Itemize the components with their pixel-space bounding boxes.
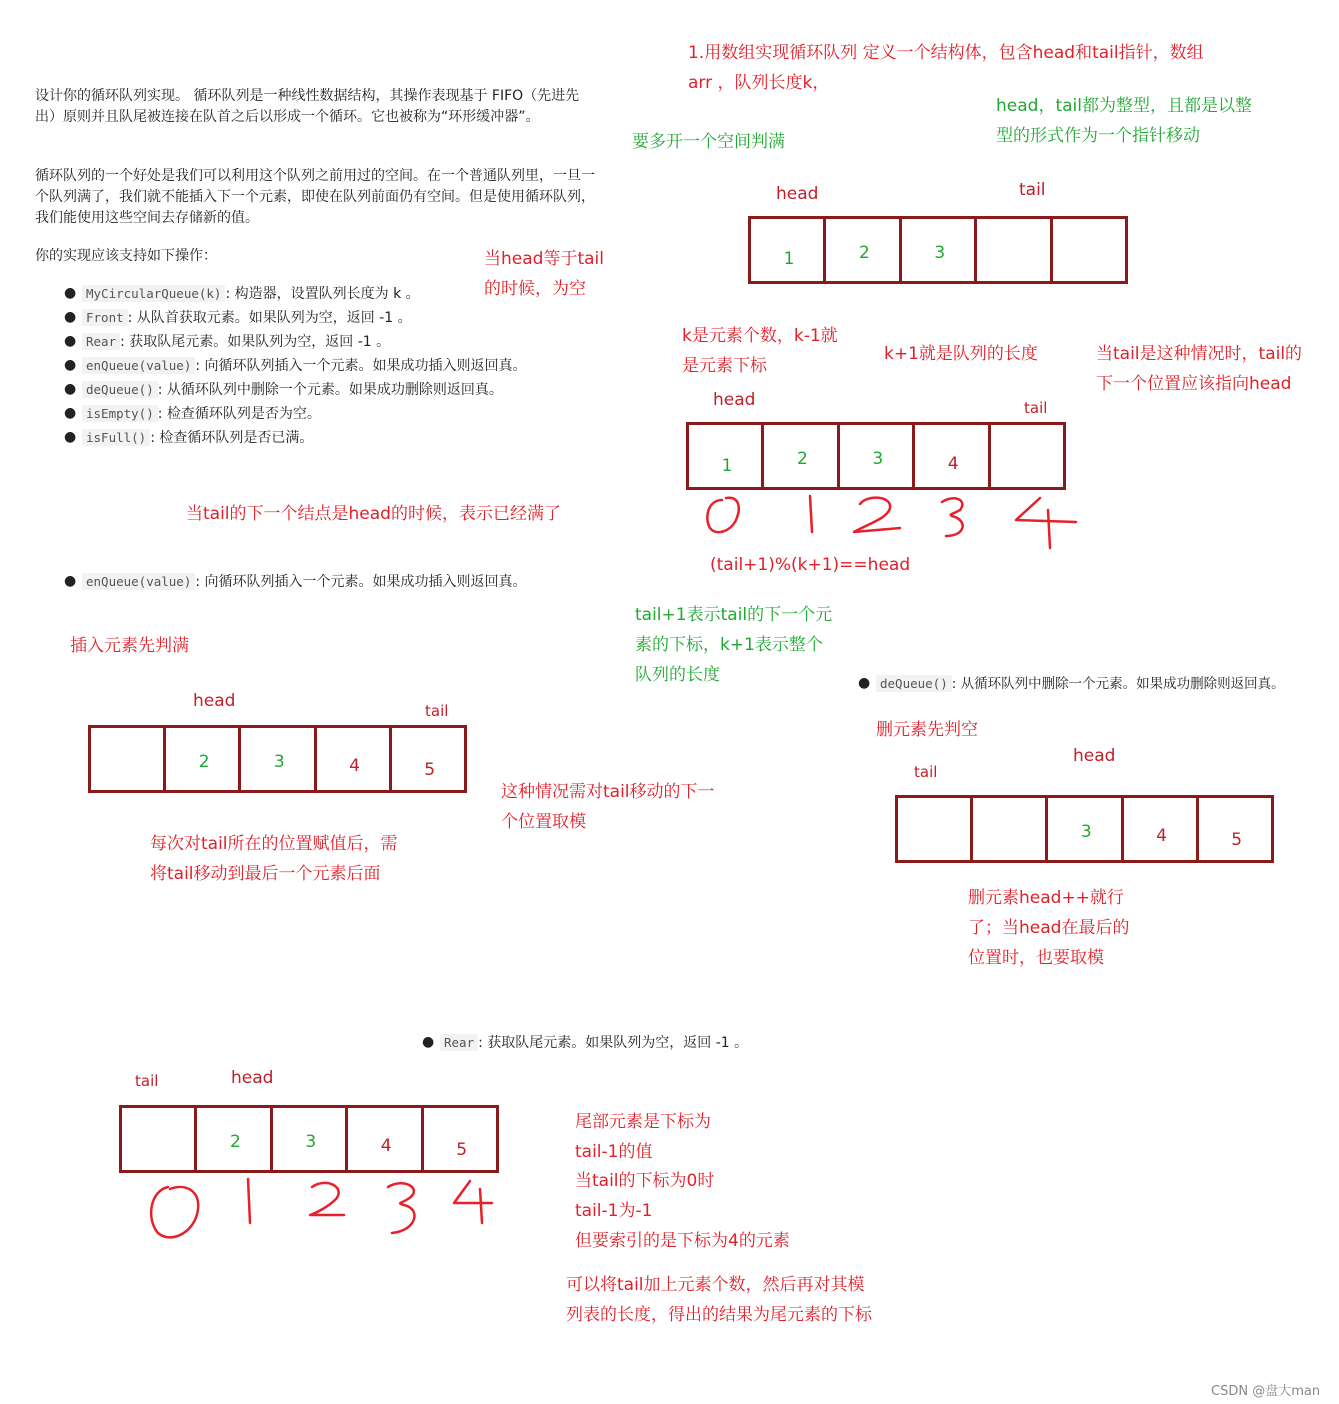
array-cell	[977, 219, 1052, 281]
list-item: ● deQueue() : 从循环队列中删除一个元素。如果成功删除则返回真。	[64, 381, 503, 398]
array-cell	[898, 798, 973, 860]
array-cell: 2	[197, 1108, 272, 1170]
note-rear-line-3: 当tail的下标为0时	[575, 1171, 715, 1191]
note-rear-line-2: tail-1的值	[575, 1142, 653, 1162]
array-cell: 3	[273, 1108, 348, 1170]
note-rear-line-4: tail-1为-1	[575, 1201, 653, 1221]
tail-label: tail	[135, 1072, 159, 1090]
array-cell: 5	[1231, 830, 1243, 850]
note-tail-next: 当tail是这种情况时，tail的下一个位置应该指向head	[1096, 344, 1303, 394]
tail-label: tail	[425, 702, 449, 720]
array-cell: 4	[348, 1108, 423, 1170]
array-diagram-1	[748, 216, 1128, 284]
note-k-plus-one: k+1就是队列的长度	[884, 344, 1038, 364]
array-cell: 3	[1048, 798, 1123, 860]
head-label: head	[193, 691, 236, 711]
list-item: ● Rear : 获取队尾元素。如果队列为空，返回 -1 。	[64, 333, 391, 350]
handwritten-indices	[140, 1175, 520, 1245]
note-formula-explanation: tail+1表示tail的下一个元素的下标，k+1表示整个队列的长度	[635, 605, 833, 685]
array-diagram-2	[686, 422, 1066, 490]
array-cell: 4	[317, 728, 392, 790]
note-k-count: k是元素个数，k-1就是元素下标	[682, 326, 838, 376]
array-cell: 1	[751, 219, 826, 281]
array-diagram-4	[895, 795, 1274, 863]
handwritten-indices	[700, 492, 1080, 552]
array-diagram-3	[88, 725, 467, 793]
head-label: head	[231, 1068, 274, 1088]
note-rear-line-1: 尾部元素是下标为	[575, 1112, 711, 1132]
operations-list	[64, 282, 602, 450]
array-cell	[991, 425, 1063, 487]
array-cell: 3	[241, 728, 316, 790]
note-delete-check-empty: 删元素先判空	[876, 720, 978, 740]
note-tail-modulo: 这种情况需对tail移动的下一个位置取模	[501, 782, 715, 832]
tail-label: tail	[1019, 180, 1046, 200]
array-diagram-5	[119, 1105, 499, 1173]
list-item: ● Front : 从队首获取元素。如果队列为空，返回 -1 。	[64, 309, 412, 326]
array-cell: 4	[915, 425, 990, 487]
note-rear-line-5: 但要索引的是下标为4的元素	[575, 1231, 790, 1251]
footer-watermark: CSDN @盘大man	[1211, 1384, 1321, 1399]
array-cell: 3	[840, 425, 915, 487]
list-item: ● isEmpty() : 检查循环队列是否为空。	[64, 405, 321, 422]
array-cell: 2	[764, 425, 839, 487]
array-cell: 4	[1124, 798, 1199, 860]
array-cell: 1	[689, 425, 764, 487]
head-label: head	[776, 184, 819, 204]
array-cell: 5	[456, 1140, 468, 1160]
array-cell: 5	[424, 760, 436, 780]
intro-paragraph-2: 循环队列的一个好处是我们可以利用这个队列之前用过的空间。在一个普通队列里，一旦一个队列满了，我们就不能插入下一个元素，即使在队列前面仍有空间。但是使用循环队列，我们能使用这些空间去存储新的值。	[35, 168, 595, 226]
intro-paragraph-3: 你的实现应该支持如下操作：	[35, 248, 217, 264]
note-empty-condition: 当head等于tail的时候，为空	[484, 249, 604, 299]
head-label: head	[713, 390, 756, 410]
note-struct: 1.用数组实现循环队列 定义一个结构体，包含head和tail指针，数组arr ，队列长度k，	[688, 43, 1204, 93]
array-cell: 2	[826, 219, 901, 281]
enqueue-reference: ● enQueue(value) : 向循环队列插入一个元素。如果成功插入则返回真。	[64, 573, 527, 590]
dequeue-reference: ● deQueue() : 从循环队列中删除一个元素。如果成功删除则返回真。	[858, 675, 1285, 692]
list-item: ● enQueue(value) : 向循环队列插入一个元素。如果成功插入则返回真。	[64, 357, 527, 374]
note-insert-check-full: 插入元素先判满	[70, 636, 189, 656]
array-cell: 3	[902, 219, 977, 281]
intro-paragraph-1: 设计你的循环队列实现。 循环队列是一种线性数据结构，其操作表现基于 FIFO（先进先出）原则并且队尾被连接在队首之后以形成一个循环。它也被称为“环形缓冲器”。	[35, 88, 580, 125]
rear-reference: ● Rear : 获取队尾元素。如果队列为空，返回 -1 。	[422, 1034, 749, 1051]
tail-label: tail	[1024, 399, 1048, 417]
array-cell	[973, 798, 1048, 860]
note-full-formula: (tail+1)%(k+1)==head	[710, 555, 911, 575]
note-full-condition: 当tail的下一个结点是head的时候，表示已经满了	[186, 504, 561, 524]
note-tail-assign: 每次对tail所在的位置赋值后，需将tail移动到最后一个元素后面	[150, 834, 398, 884]
note-extra-space: 要多开一个空间判满	[632, 132, 785, 152]
list-item: ● isFull() : 检查循环队列是否已满。	[64, 429, 314, 446]
note-delete-head: 删元素head++就行了；当head在最后的位置时，也要取模	[968, 888, 1130, 968]
head-label: head	[1073, 746, 1116, 766]
array-cell: 2	[166, 728, 241, 790]
array-cell	[122, 1108, 197, 1170]
list-item: ● MyCircularQueue(k) : 构造器，设置队列长度为 k 。	[64, 285, 420, 302]
tail-label: tail	[914, 763, 938, 781]
note-int-pointers: head，tail都为整型，且都是以整型的形式作为一个指针移动	[996, 96, 1252, 146]
note-rear-solution: 可以将tail加上元素个数，然后再对其模列表的长度，得出的结果为尾元素的下标	[566, 1275, 872, 1325]
array-cell	[91, 728, 166, 790]
array-cell	[1053, 219, 1125, 281]
